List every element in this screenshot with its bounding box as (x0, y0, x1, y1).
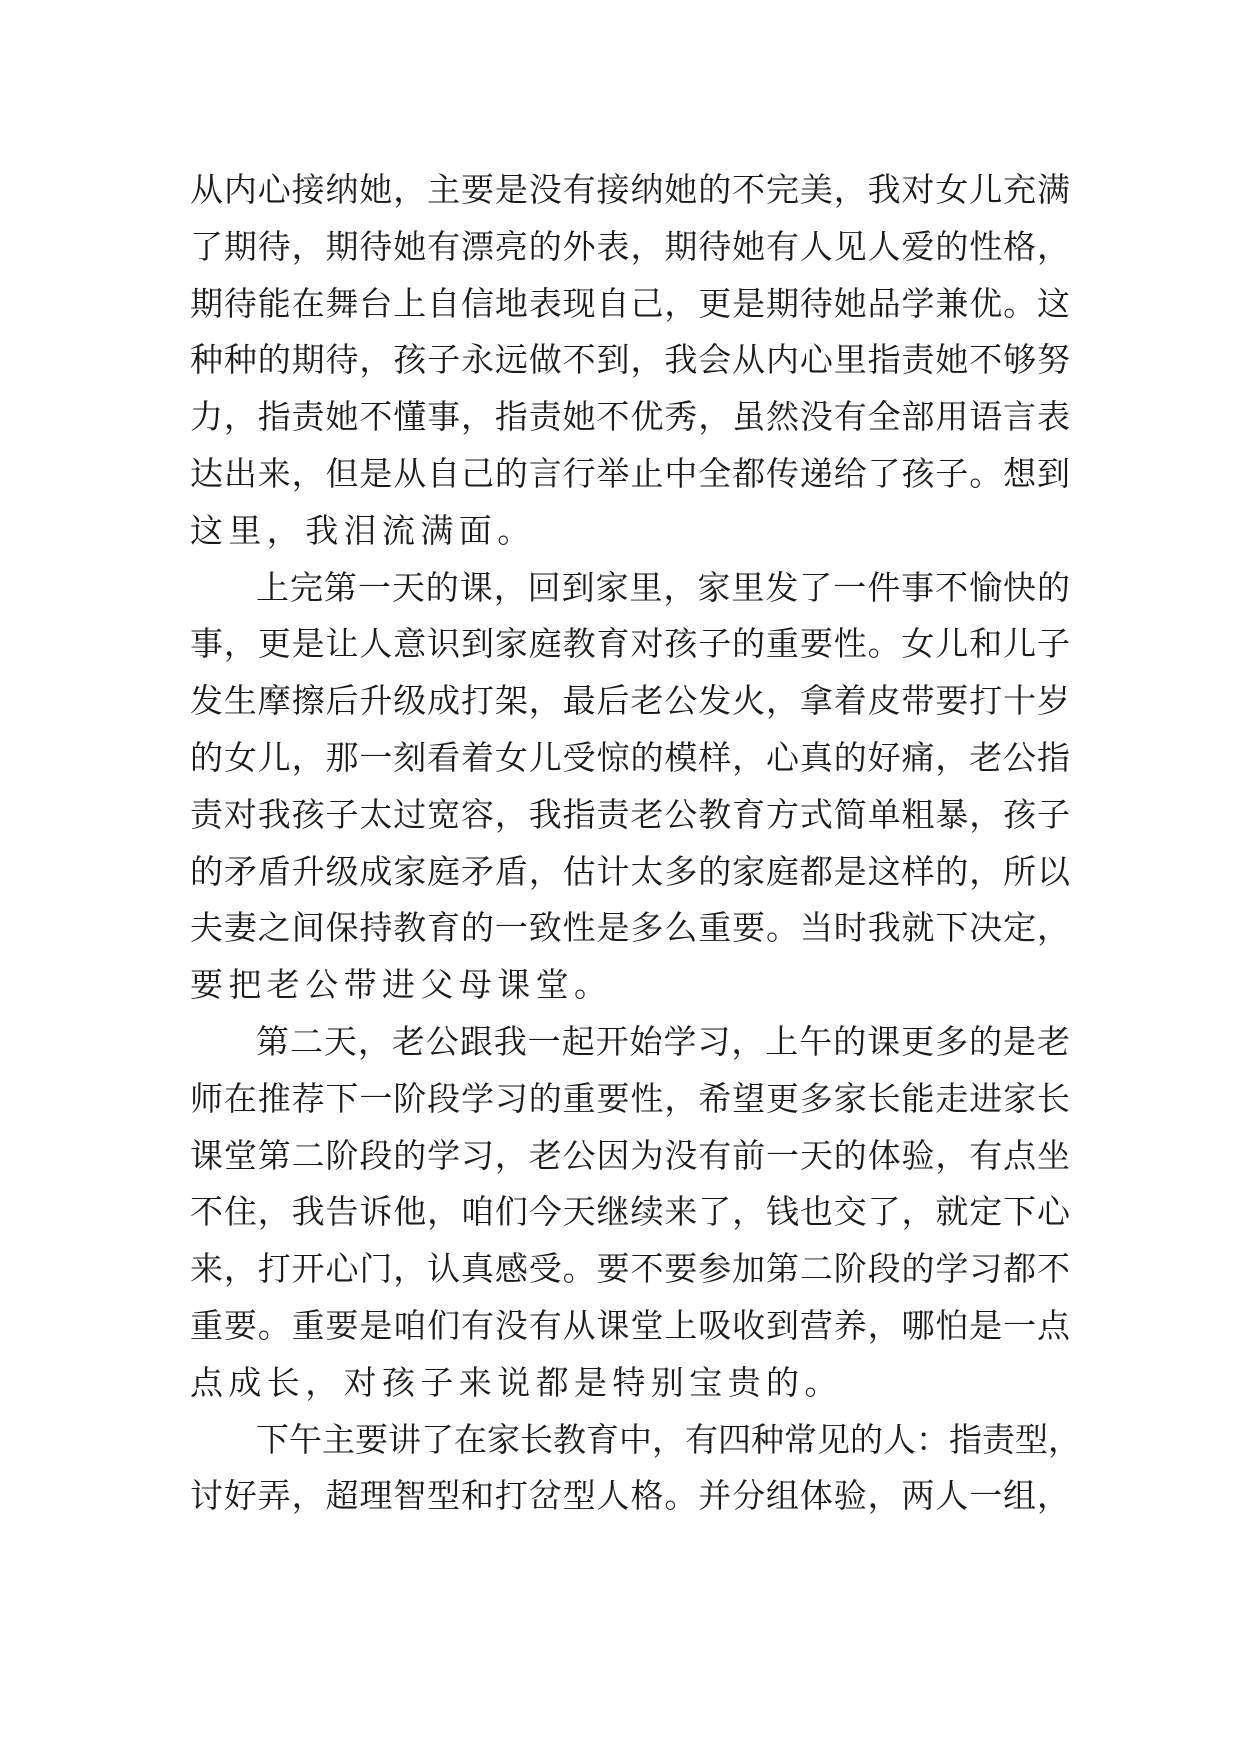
text-line: 下午主要讲了在家长教育中，有四种常见的人：指责型， (256, 1419, 1081, 1459)
paragraph-2 (190, 560, 1070, 1014)
body-text (190, 162, 1081, 1525)
text-line: 的矛盾升级成家庭矛盾，估计太多的家庭都是这样的，所以 (190, 851, 1070, 891)
text-line: 夫妻之间保持教育的一致性是多么重要。当时我就下决定， (190, 908, 1070, 948)
text-line: 种种的期待，孩子永远做不到，我会从内心里指责她不够努 (190, 340, 1070, 380)
text-line: 要把老公带进父母课堂。 (190, 965, 613, 1005)
text-line: 不住，我告诉他，咱们今天继续来了，钱也交了，就定下心 (190, 1192, 1070, 1232)
text-line: 从内心接纳她，主要是没有接纳她的不完美，我对女儿充满 (190, 170, 1070, 209)
text-line: 发生摩擦后升级成打架，最后老公发火，拿着皮带要打十岁 (190, 681, 1070, 721)
paragraph-1 (190, 162, 1070, 560)
text-line: 期待能在舞台上自信地表现自己，更是期待她品学兼优。这 (190, 283, 1070, 323)
text-line: 师在推荐下一阶段学习的重要性，希望更多家长能走进家长 (190, 1078, 1070, 1118)
text-line: 这里，我泪流满面。 (190, 510, 536, 550)
text-line: 课堂第二阶段的学习，老公因为没有前一天的体验，有点坐 (190, 1135, 1070, 1175)
text-line: 第二天，老公跟我一起开始学习，上午的课更多的是老 (256, 1021, 1070, 1061)
text-line: 重要。重要是咱们有没有从课堂上吸收到营养，哪怕是一点 (190, 1305, 1070, 1345)
paragraph-3 (190, 1014, 1070, 1412)
text-line: 力，指责她不懂事，指责她不优秀，虽然没有全部用语言表 (190, 397, 1070, 437)
text-line: 讨好弄，超理智型和打岔型人格。并分组体验，两人一组， (190, 1476, 1070, 1516)
text-line: 责对我孩子太过宽容，我指责老公教育方式简单粗暴，孩子 (190, 794, 1070, 834)
text-line: 的女儿，那一刻看着女儿受惊的模样，心真的好痛，老公指 (190, 737, 1070, 777)
text-line: 事，更是让人意识到家庭教育对孩子的重要性。女儿和儿子 (190, 624, 1070, 664)
text-line: 点成长，对孩子来说都是特别宝贵的。 (190, 1362, 843, 1402)
paragraph-4 (190, 1412, 1081, 1526)
text-line: 达出来，但是从自己的言行举止中全都传递给了孩子。想到 (190, 453, 1070, 493)
text-line: 上完第一天的课，回到家里，家里发了一件事不愉快的 (256, 567, 1070, 607)
text-line: 来，打开心门，认真感受。要不要参加第二阶段的学习都不 (190, 1249, 1070, 1289)
text-line: 了期待，期待她有漂亮的外表，期待她有人见人爱的性格， (190, 226, 1070, 266)
